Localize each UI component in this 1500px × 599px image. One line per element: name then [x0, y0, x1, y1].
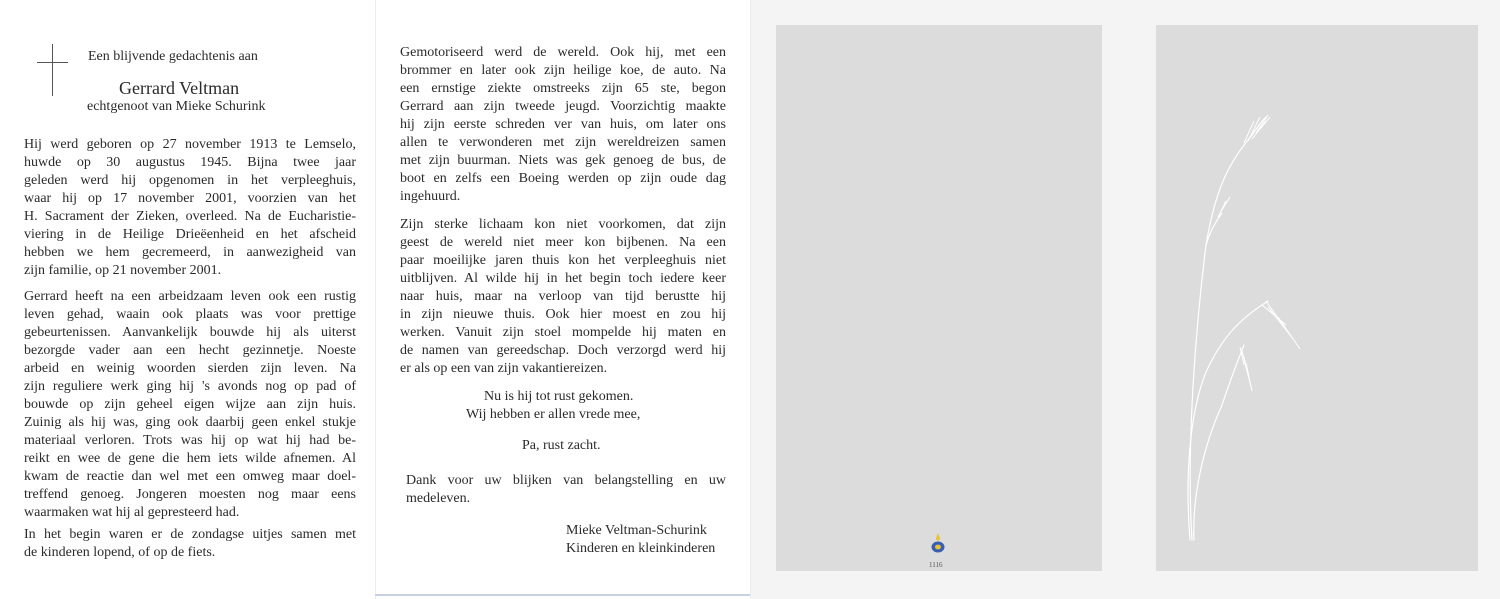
text-line: Zijn sterke lichaam kon niet voorkomen, dat zijn: [400, 217, 726, 232]
text-line: gebeurtenissen. Aanvankelijk bouwde hij als uiterst: [24, 325, 356, 340]
text-line: Hij werd geboren op 27 november 1913 te Lemselo,: [24, 137, 356, 152]
text-line: Gemotoriseerd werd de wereld. Ook hij, met een: [400, 45, 726, 60]
printer-code: 1116: [929, 561, 943, 569]
text-line: Gerrard heeft na een arbeidzaam leven ook een rustig: [24, 289, 356, 304]
text-line: bezorgde vader aan een hecht gezinnetje. Noeste: [24, 343, 356, 358]
thanks-line-2: medeleven.: [406, 491, 471, 506]
text-line: bouwde op zijn geheel eigen wijze aan zijn huis.: [24, 397, 356, 412]
text-line: allen te verwonderen met zijn wereldreizen samen: [400, 135, 726, 150]
thanks-line-1: Dank voor uw blijken van belangstelling en uw: [406, 473, 726, 488]
text-line: leven gehad, waain ook plaats was voor prettige: [24, 307, 356, 322]
text-line: geest de wereld niet meer kon bijbenen. Na een: [400, 235, 726, 250]
card-edge: [375, 594, 750, 596]
verse-line-1: Nu is hij tot rust gekomen.: [484, 389, 634, 404]
text-line: paar moeilijke jaren thuis kon het verpleeghuis niet: [400, 253, 726, 268]
text-line: in zijn nieuwe thuis. Ook hier moest en zou hij: [400, 307, 726, 322]
text-line: ingehuurd.: [400, 189, 461, 204]
text-line: er als op een van zijn vakantiereizen.: [400, 361, 608, 376]
text-line: Zuinig als hij was, ging ook daarbij geen enkel stukje: [24, 415, 356, 430]
text-line: viering in de Heilige Drieëenheid en het afscheid: [24, 227, 356, 242]
text-line: reikt en wee de gene die hem iets wilde afnemen. Al: [24, 451, 356, 466]
text-line: naar huis, maar na verloop van tijd berustte hij: [400, 289, 726, 304]
text-line: waar hij op 17 november 2001, voorzien van het: [24, 191, 356, 206]
text-line: H. Sacrament der Zieken, overleed. Na de Eucharistie-: [24, 209, 356, 224]
text-line: geleden werd hij opgenomen in het verpleeghuis,: [24, 173, 356, 188]
text-line: zijn reguliere werk ging hij 's avonds nog op pad of: [24, 379, 356, 394]
text-line: een ernstige ziekte omstreeks zijn 65 ste, begon: [400, 81, 726, 96]
text-line: arbeid en weinig woorden sierden zijn leven. Na: [24, 361, 356, 376]
fold-line: [750, 0, 751, 599]
text-line: hebben we hem gecremeerd, in aanwezigheid van: [24, 245, 356, 260]
back-cover: [776, 25, 1102, 571]
text-line: uitblijven. Al wilde hij in het begin toch iedere keer: [400, 271, 726, 286]
text-line: de kinderen lopend, of op de fiets.: [24, 545, 216, 560]
deceased-name: Gerrard Veltman: [119, 78, 240, 98]
text-line: kwam de reactie dan wel met een omweg maar doel-: [24, 469, 356, 484]
text-line: huwde op 30 augustus 1945. Bijna twee jaar: [24, 155, 356, 170]
text-line: brommer en later ook zijn heilige koe, de auto. Na: [400, 63, 726, 78]
intro-text: Een blijvende gedachtenis aan: [88, 49, 258, 64]
farewell-line: Pa, rust zacht.: [522, 438, 601, 453]
verse-line-2: Wij hebben er allen vrede mee,: [466, 407, 641, 422]
text-line: zijn familie, op 21 november 2001.: [24, 263, 222, 278]
text-line: hij zijn eerste schreden ver van huis, om later ons: [400, 117, 726, 132]
text-line: werken. Vanuit zijn stoel mompelde hij maten en: [400, 325, 726, 340]
printer-logo-icon: [930, 532, 946, 554]
wheat-illustration: [1156, 25, 1478, 571]
fold-line: [375, 0, 376, 599]
text-line: materiaal verloren. Trots was hij op wat hij had be-: [24, 433, 356, 448]
spouse-line: echtgenoot van Mieke Schurink: [87, 99, 266, 114]
signature-line-2: Kinderen en kleinkinderen: [566, 541, 716, 556]
text-line: boot en zelfs een Boeing werden op zijn oude dag: [400, 171, 726, 186]
text-line: met zijn buurman. Niets was gek genoeg de bus, de: [400, 153, 726, 168]
text-line: In het begin waren er de zondagse uitjes samen met: [24, 527, 356, 542]
text-line: waarmaken wat hij al gepresteerd had.: [24, 505, 240, 520]
text-line: de namen van gereedschap. Doch verzorgd werd hij: [400, 343, 726, 358]
signature-line-1: Mieke Veltman-Schurink: [566, 523, 707, 538]
text-line: treffend genoeg. Jongeren moesten nog maar eens: [24, 487, 356, 502]
text-line: Gerrard aan zijn tweede jeugd. Voorzichtig maakte: [400, 99, 726, 114]
